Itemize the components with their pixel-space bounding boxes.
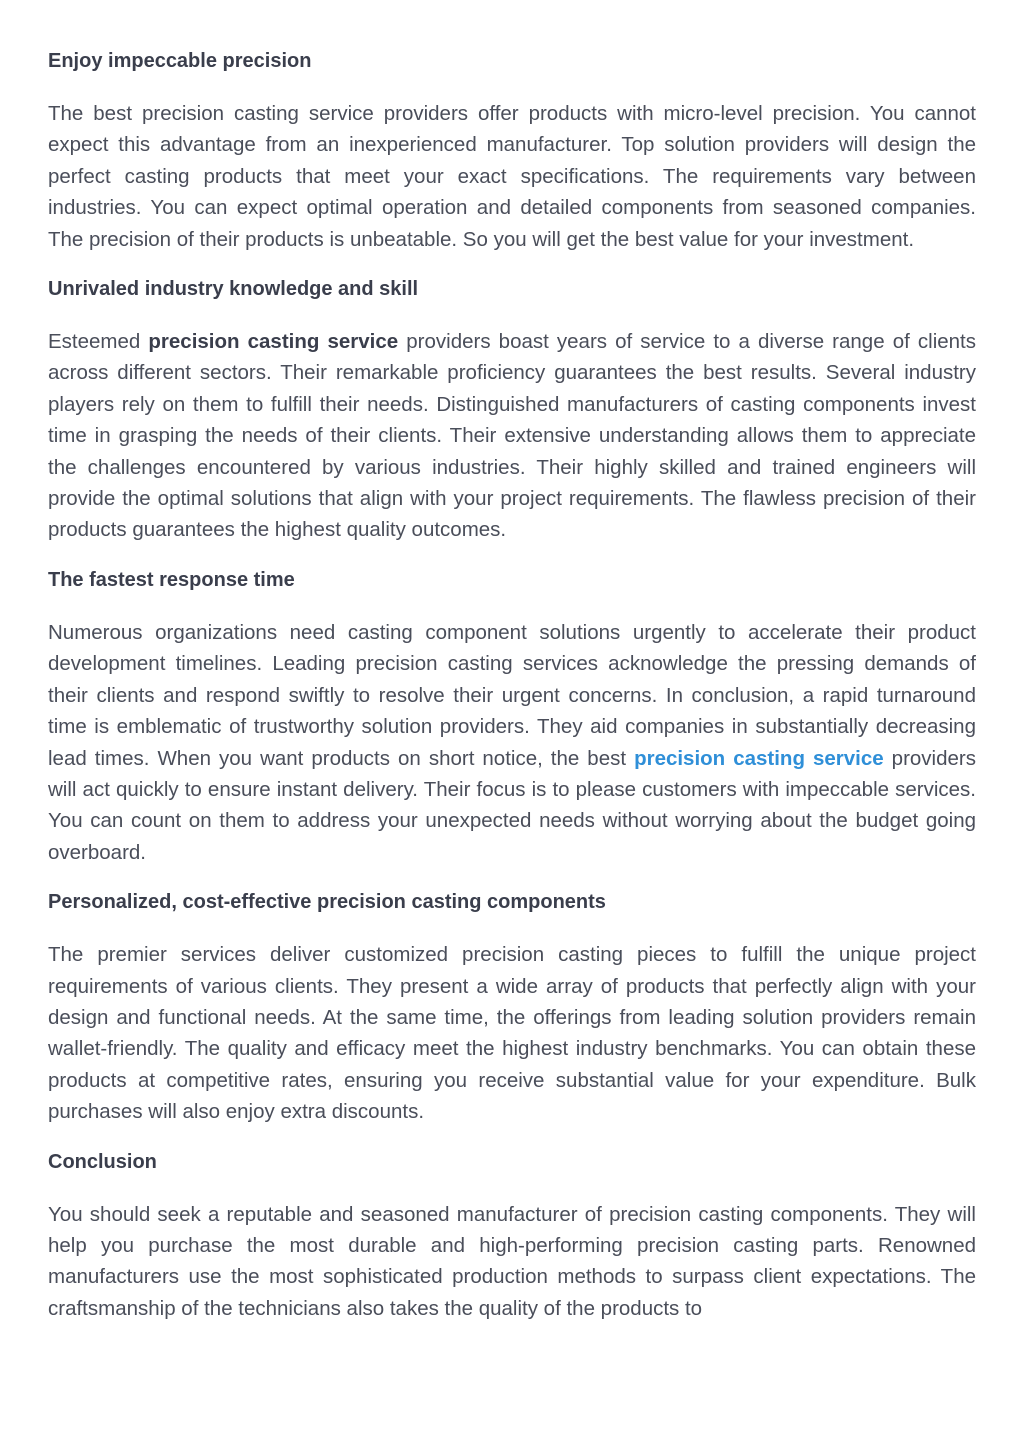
paragraph-text: providers will act quickly to ensure instant delivery. Their focus is to please customers with impeccable services. You can count on them to address your unexpected needs without worrying about the budget going overboard. [48, 746, 976, 864]
section-heading-response-time: The fastest response time [48, 568, 295, 591]
section-heading-conclusion: Conclusion [48, 1150, 157, 1173]
section-paragraph-personalized: The premier services deliver customized precision casting pieces to fulfill the unique project requirements of various clients. They present a wide array of products that perfectly align with your design and functional needs. At the same time, the offerings from leading solution providers remain wallet-friendly. The quality and efficacy meet the highest industry benchmarks. You can obtain these products at competitive rates, ensuring you receive substantial value for your expenditure. Bulk purchases will also enjoy extra discounts. [48, 943, 976, 1124]
paragraph-text: Numerous organizations need casting component solutions urgently to accelerate their product development timelines. Leading precision casting services acknowledge the pressing demands of their clients and respond swiftly to resolve their urgent concerns. In conclusion, a rapid turnaround time is emblematic of trustworthy solution providers. They aid companies in substantially decreasing lead times. When you want products on short notice, the best [48, 620, 976, 770]
bold-keyword: precision casting service [148, 330, 399, 354]
paragraph-text: Esteemed [48, 330, 149, 354]
section-paragraph-precision: The best precision casting service providers offer products with micro-level precision. You cannot expect this advantage from an inexperienced manufacturer. Top solution providers will design the perfect casting products that meet your exact specifications. The requirements vary between industries. You can expect optimal operation and detailed components from seasoned companies. The precision of their products is unbeatable. So you will get the best value for your investment. [48, 102, 976, 251]
section-heading-knowledge: Unrivaled industry knowledge and skill [48, 278, 419, 301]
precision-casting-service-link[interactable]: precision casting service [634, 746, 884, 770]
section-heading-precision: Enjoy impeccable precision [48, 50, 312, 72]
section-paragraph-conclusion: You should seek a reputable and seasoned manufacturer of precision casting components. They will help you purchase the most durable and high-performing precision casting parts. Renowned manufacturers use the most sophisticated production methods to surpass client expectations. The craftsmanship of the technicians also takes the quality of the products to [48, 1202, 976, 1320]
section-paragraph-knowledge [48, 326, 976, 546]
section-paragraph-response-time [48, 617, 976, 868]
paragraph-text: providers boast years of service to a diverse range of clients across different sectors. Their remarkable proficiency guarantees the best results. Several industry players rely on them to fulfill their needs. Distinguished manufacturers of casting components invest time in grasping the needs of their clients. Their extensive understanding allows them to appreciate the challenges encountered by various industries. Their highly skilled and trained engineers will provide the optimal solutions that align with your project requirements. The flawless precision of their products guarantees the highest quality outcomes. [48, 330, 976, 542]
section-heading-personalized: Personalized, cost-effective precision casting components [48, 891, 606, 914]
